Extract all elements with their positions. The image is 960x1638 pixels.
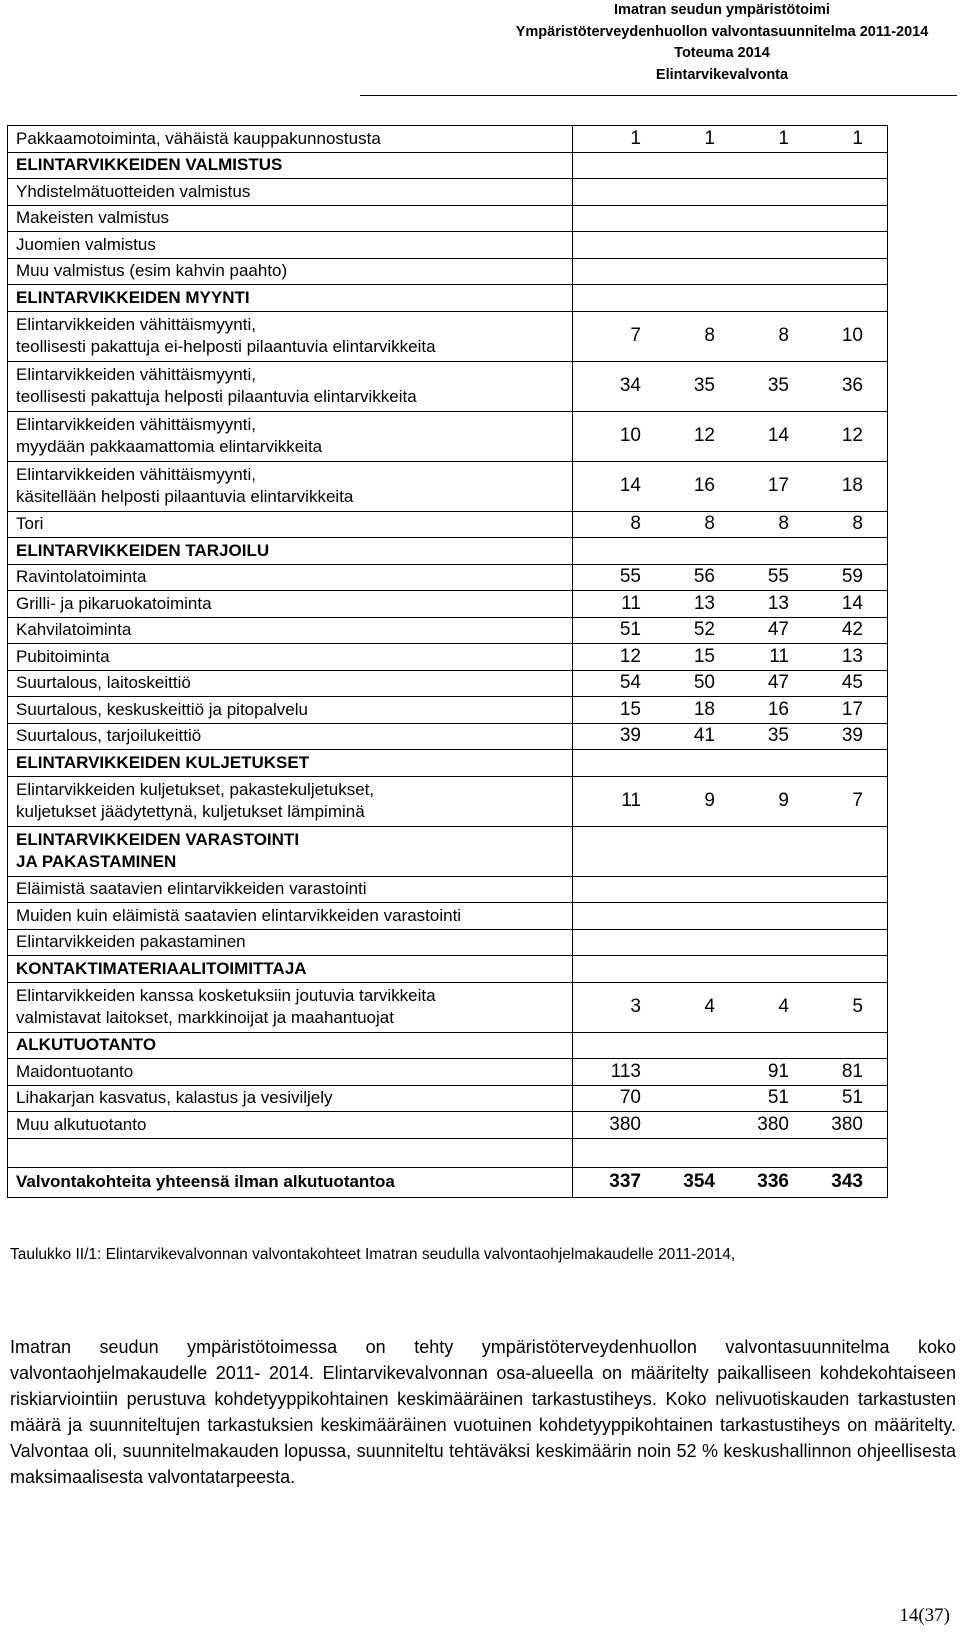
value-cell: 12 (693, 425, 715, 446)
page-header (487, 0, 957, 86)
value-cell: 8 (704, 513, 715, 535)
row-values (573, 903, 888, 930)
value-cell: 14 (619, 475, 641, 496)
table-row (8, 1167, 888, 1197)
value-cell: 54 (619, 672, 641, 694)
table-row (8, 511, 888, 538)
page-number: 14(37) (899, 1605, 950, 1626)
row-label (8, 1032, 573, 1059)
value-cell: 91 (767, 1060, 789, 1082)
table-row (8, 697, 888, 724)
value-cell: 15 (619, 698, 641, 720)
row-label-line: Tori (16, 514, 44, 534)
row-values (573, 152, 888, 179)
value-cell: 15 (693, 645, 715, 667)
value-cell: 4 (704, 996, 715, 1017)
value-cell: 16 (767, 698, 789, 720)
table-row (8, 126, 888, 153)
row-label-line-2: JA PAKASTAMINEN (16, 852, 177, 871)
value-cell: 343 (831, 1171, 863, 1192)
value-cell: 47 (767, 619, 789, 641)
row-label-line: Pubitoiminta (16, 646, 110, 666)
value-cell: 8 (778, 513, 789, 535)
row-values (573, 311, 888, 361)
value-cell: 34 (619, 375, 641, 396)
inspection-targets-table (7, 125, 888, 1198)
table-row (8, 591, 888, 618)
row-label-line-2: käsitellään helposti pilaantuvia elintarvikkeita (16, 487, 354, 506)
value-cell: 18 (841, 475, 863, 496)
table-row (8, 826, 888, 876)
value-cell: 11 (621, 592, 641, 614)
table-row (8, 1085, 888, 1112)
value-cell: 8 (778, 325, 789, 346)
value-cell: 336 (757, 1171, 789, 1192)
row-label (8, 564, 573, 591)
value-cell: 13 (767, 592, 789, 614)
row-label (8, 826, 573, 876)
value-cell: 14 (767, 425, 789, 446)
table-row (8, 152, 888, 179)
row-label-line: ELINTARVIKKEIDEN TARJOILU (16, 540, 270, 560)
value-cell: 47 (767, 672, 789, 694)
value-cell: 52 (693, 619, 715, 641)
value-cell: 10 (619, 425, 641, 446)
value-cell: 81 (841, 1060, 863, 1082)
table-row (8, 205, 888, 232)
row-label (8, 1112, 573, 1139)
row-values (573, 697, 888, 724)
row-label-line: Elintarvikkeiden vähittäismyynti, (16, 365, 256, 384)
row-label-line: Grilli- ja pikaruokatoiminta (16, 593, 212, 613)
row-label-line: Makeisten valmistus (16, 208, 170, 228)
row-label-line: Ravintolatoiminta (16, 567, 147, 587)
row-label (8, 670, 573, 697)
row-label-line: Maidontuotanto (16, 1061, 134, 1081)
value-cell: 12 (841, 425, 863, 446)
row-label-line: Muu alkutuotanto (16, 1114, 147, 1134)
table-row (8, 1138, 888, 1167)
row-label-line: Elintarvikkeiden pakastaminen (16, 932, 246, 952)
row-values (573, 929, 888, 956)
row-label-line: Valvontakohteita yhteensä ilman alkutuotantoa (16, 1172, 395, 1191)
value-cell: 35 (767, 375, 789, 396)
row-label-line: Elintarvikkeiden vähittäismyynti, (16, 415, 256, 434)
value-cell: 10 (841, 325, 863, 346)
row-values (573, 826, 888, 876)
value-cell: 7 (852, 790, 863, 811)
value-cell: 42 (841, 619, 863, 641)
row-values (573, 982, 888, 1032)
row-label-line-2: teollisesti pakattuja helposti pilaantuvia elintarvikkeita (16, 387, 417, 406)
row-label (8, 591, 573, 618)
value-cell: 51 (619, 619, 641, 641)
row-label (8, 205, 573, 232)
value-cell: 8 (704, 325, 715, 346)
value-cell: 380 (757, 1113, 789, 1135)
value-cell: 8 (630, 513, 641, 535)
value-cell: 39 (619, 725, 641, 747)
row-values (573, 361, 888, 411)
row-values (573, 1085, 888, 1112)
row-label-line: Elintarvikkeiden kuljetukset, pakastekuljetukset, (16, 780, 375, 799)
row-label (8, 179, 573, 206)
header-divider (360, 95, 957, 96)
row-label-line: Elintarvikkeiden vähittäismyynti, (16, 465, 256, 484)
row-label-line: Lihakarjan kasvatus, kalastus ja vesiviljely (16, 1088, 333, 1108)
body-paragraph: Imatran seudun ympäristötoimessa on tehty ympäristöterveydenhuollon valvontasuunnitelma koko valvontaohjelmakaudelle 2011- 2014. Elintarvikevalvonnan osa-alueella on määritelty paikalliseen kohdekohtaiseen riskiarviointiin perustuva kohdetyyppikohtainen keskimääräinen tarkastustiheys. Koko nelivuotiskauden tarkastusten määrä ja suunniteltujen tarkastuksien keskimääräinen vuotuinen kohdetyyppikohtainen tarkastustiheys on määritelty. Valvontaa oli, suunnitelmakauden lopussa, suunniteltu tehtäväksi keskimäärin noin 52 % keskushallinnon ohjeellisesta maksimaalisesta valvontatarpeesta. (10, 1337, 956, 1487)
row-label-line: ELINTARVIKKEIDEN MYYNTI (16, 287, 250, 307)
row-label-line: Pakkaamotoiminta, vähäistä kauppakunnostusta (16, 128, 381, 148)
table-row (8, 564, 888, 591)
value-cell: 18 (693, 698, 715, 720)
row-label (8, 411, 573, 461)
table-row (8, 311, 888, 361)
value-cell: 1 (704, 127, 715, 149)
row-label-line: Muu valmistus (esim kahvin paahto) (16, 261, 288, 281)
value-cell: 11 (621, 790, 641, 811)
value-cell: 4 (778, 996, 789, 1017)
table-row (8, 232, 888, 259)
row-values (573, 538, 888, 565)
row-label-line: Suurtalous, tarjoilukeittiö (16, 726, 202, 746)
row-label (8, 617, 573, 644)
row-label (8, 644, 573, 671)
row-label-line-2: myydään pakkaamattomia elintarvikkeita (16, 437, 323, 456)
row-label-line-2: valmistavat laitokset, markkinoijat ja maahantuojat (16, 1008, 394, 1027)
header-plan: Ympäristöterveydenhuollon valvontasuunnitelma 2011-2014 (515, 23, 929, 40)
value-cell: 51 (841, 1087, 863, 1109)
row-label (8, 1167, 573, 1197)
row-label (8, 1138, 573, 1167)
row-label-line: Juomien valmistus (16, 234, 156, 254)
row-label (8, 538, 573, 565)
table-row (8, 956, 888, 983)
value-cell: 113 (610, 1060, 641, 1082)
row-label (8, 232, 573, 259)
row-label (8, 903, 573, 930)
row-label (8, 1059, 573, 1086)
row-values (573, 179, 888, 206)
row-label (8, 1085, 573, 1112)
table-row (8, 982, 888, 1032)
value-cell: 1 (630, 127, 641, 149)
row-values (573, 1059, 888, 1086)
row-label-line-2: teollisesti pakattuja ei-helposti pilaantuvia elintarvikkeita (16, 337, 436, 356)
table-row (8, 461, 888, 511)
row-values (573, 126, 888, 153)
row-values (573, 670, 888, 697)
row-label (8, 258, 573, 285)
value-cell: 17 (841, 698, 863, 720)
row-values (573, 232, 888, 259)
row-values (573, 1138, 888, 1167)
table-row (8, 903, 888, 930)
table-row (8, 1059, 888, 1086)
table-row (8, 750, 888, 777)
table-row (8, 1032, 888, 1059)
row-label-line: Elintarvikkeiden kanssa kosketuksiin joutuvia tarvikkeita (16, 986, 436, 1005)
value-cell: 59 (841, 566, 863, 588)
value-cell: 14 (841, 592, 863, 614)
row-label (8, 723, 573, 750)
value-cell: 11 (769, 645, 789, 667)
row-label (8, 461, 573, 511)
row-label-line: ALKUTUOTANTO (16, 1035, 157, 1055)
row-values (573, 1167, 888, 1197)
row-label (8, 776, 573, 826)
value-cell: 70 (619, 1087, 641, 1109)
row-label (8, 697, 573, 724)
value-cell: 35 (767, 725, 789, 747)
value-cell: 3 (630, 996, 641, 1017)
row-values (573, 644, 888, 671)
value-cell: 35 (693, 375, 715, 396)
value-cell: 39 (841, 725, 863, 747)
value-cell: 1 (778, 127, 789, 149)
table-row (8, 1112, 888, 1139)
value-cell: 51 (767, 1087, 789, 1109)
table-row (8, 285, 888, 312)
row-label-line: KONTAKTIMATERIAALITOIMITTAJA (16, 958, 307, 978)
row-label (8, 511, 573, 538)
row-values (573, 591, 888, 618)
table-row (8, 258, 888, 285)
value-cell: 16 (693, 475, 715, 496)
value-cell: 13 (693, 592, 715, 614)
row-values (573, 876, 888, 903)
row-values (573, 1032, 888, 1059)
row-label (8, 750, 573, 777)
table-row (8, 876, 888, 903)
value-cell: 1 (852, 127, 863, 149)
value-cell: 56 (693, 566, 715, 588)
value-cell: 9 (704, 790, 715, 811)
row-label (8, 876, 573, 903)
row-values (573, 285, 888, 312)
row-label-line: ELINTARVIKKEIDEN KULJETUKSET (16, 752, 310, 772)
row-label-line-2: kuljetukset jäädytettynä, kuljetukset lämpiminä (16, 802, 365, 821)
row-label (8, 982, 573, 1032)
value-cell: 13 (841, 645, 863, 667)
row-label-line: Suurtalous, laitoskeittiö (16, 673, 191, 693)
value-cell: 55 (767, 566, 789, 588)
table-row (8, 361, 888, 411)
table-row (8, 929, 888, 956)
row-label-line: Eläimistä saatavien elintarvikkeiden varastointi (16, 879, 367, 899)
table-row (8, 644, 888, 671)
value-cell: 36 (841, 375, 863, 396)
row-values (573, 461, 888, 511)
header-section: Elintarvikevalvonta (655, 66, 789, 83)
value-cell: 380 (831, 1113, 863, 1135)
value-cell: 50 (693, 672, 715, 694)
value-cell: 17 (767, 475, 789, 496)
header-report: Toteuma 2014 (674, 45, 770, 61)
table-row (8, 538, 888, 565)
table-caption: Taulukko II/1: Elintarvikevalvonnan valvontakohteet Imatran seudulla valvontaohjelmakaudelle 2011-2014, (10, 1246, 736, 1263)
table-row (8, 179, 888, 206)
header-org: Imatran seudun ympäristötoimi (614, 2, 830, 18)
value-cell: 354 (683, 1171, 715, 1192)
row-values (573, 564, 888, 591)
row-label-line: Muiden kuin eläimistä saatavien elintarvikkeiden varastointi (16, 905, 462, 925)
row-label (8, 285, 573, 312)
row-values (573, 511, 888, 538)
value-cell: 8 (852, 513, 863, 535)
value-cell: 337 (609, 1171, 641, 1192)
row-values (573, 956, 888, 983)
row-label (8, 152, 573, 179)
row-values (573, 776, 888, 826)
table-row (8, 723, 888, 750)
row-label-line: ELINTARVIKKEIDEN VARASTOINTI (16, 830, 300, 849)
table-row (8, 670, 888, 697)
row-values (573, 617, 888, 644)
row-label (8, 956, 573, 983)
value-cell: 41 (693, 725, 715, 747)
row-label-line: Yhdistelmätuotteiden valmistus (16, 181, 251, 201)
value-cell: 55 (619, 566, 641, 588)
row-values (573, 750, 888, 777)
row-values (573, 411, 888, 461)
value-cell: 12 (619, 645, 641, 667)
row-values (573, 205, 888, 232)
row-values (573, 723, 888, 750)
row-label (8, 311, 573, 361)
row-label-line: ELINTARVIKKEIDEN VALMISTUS (16, 155, 283, 175)
table-row (8, 776, 888, 826)
row-label (8, 929, 573, 956)
row-values (573, 258, 888, 285)
row-label (8, 126, 573, 153)
value-cell: 7 (630, 325, 641, 346)
row-label-line: Elintarvikkeiden vähittäismyynti, (16, 315, 256, 334)
table-row (8, 617, 888, 644)
row-values (573, 1112, 888, 1139)
value-cell: 9 (778, 790, 789, 811)
value-cell: 380 (609, 1113, 641, 1135)
row-label-line: Suurtalous, keskuskeittiö ja pitopalvelu (16, 699, 308, 719)
value-cell: 5 (852, 996, 863, 1017)
table-row (8, 411, 888, 461)
value-cell: 45 (841, 672, 863, 694)
row-label-line: Kahvilatoiminta (16, 620, 132, 640)
row-label (8, 361, 573, 411)
